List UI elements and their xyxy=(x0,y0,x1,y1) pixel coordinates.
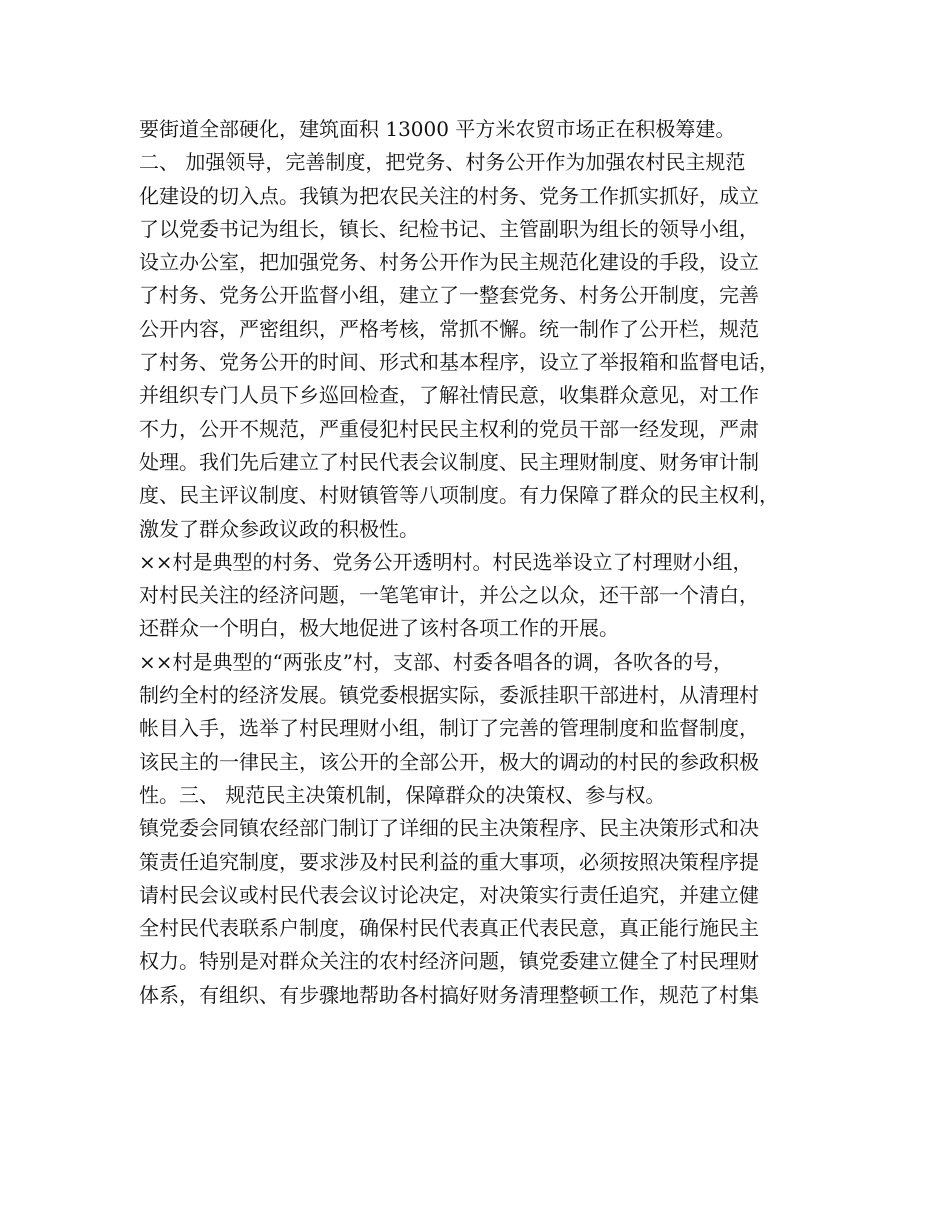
text-line: 策责任追究制度，要求涉及村民利益的重大事项，必须按照决策程序提 xyxy=(139,849,759,874)
text-line: 要街道全部硬化，建筑面积 13000 平方米农贸市场正在积极筹建。 xyxy=(139,117,736,141)
text-line: 性。三、 规范民主决策机制，保障群众的决策权、参与权。 xyxy=(139,782,666,807)
text-line: 度、民主评议制度、村财镇管等八项制度。有力保障了群众的民主权利， xyxy=(139,483,779,508)
text-line: 制约全村的经济发展。镇党委根据实际，委派挂职干部进村，从清理村 xyxy=(139,683,759,708)
text-line: 处理。我们先后建立了村民代表会议制度、民主理财制度、财务审计制 xyxy=(139,449,759,474)
text-line: 体系，有组织、有步骤地帮助各村搞好财务清理整顿工作，规范了村集 xyxy=(139,982,759,1007)
text-line: 化建设的切入点。我镇为把农民关注的村务、党务工作抓实抓好，成立 xyxy=(139,183,759,208)
text-line: 了村务、党务公开监督小组，建立了一整套党务、村务公开制度，完善 xyxy=(139,283,759,308)
text-line: 二、 加强领导，完善制度，把党务、村务公开作为加强农村民主规范 xyxy=(139,150,746,175)
text-line: 权力。特别是对群众关注的农村经济问题，镇党委建立健全了村民理财 xyxy=(139,949,759,974)
text-line: 还群众一个明白，极大地促进了该村各项工作的开展。 xyxy=(139,616,619,641)
text-line: 了村务、党务公开的时间、形式和基本程序，设立了举报箱和监督电话， xyxy=(139,350,779,375)
text-line: 设立办公室，把加强党务、村务公开作为民主规范化建设的手段，设立 xyxy=(139,250,759,275)
text-line: 不力，公开不规范，严重侵犯村民民主权利的党员干部一经发现，严肃 xyxy=(139,416,759,441)
text-line: 公开内容，严密组织，严格考核，常抓不懈。统一制作了公开栏，规范 xyxy=(139,316,759,341)
text-line: 对村民关注的经济问题，一笔笔审计，并公之以众，还干部一个清白， xyxy=(139,583,759,608)
text-line: 该民主的一律民主，该公开的全部公开，极大的调动的村民的参政积极 xyxy=(139,749,759,774)
text-line: ××村是典型的村务、党务公开透明村。村民选举设立了村理财小组， xyxy=(139,549,753,574)
text-line: 帐目入手，选举了村民理财小组，制订了完善的管理制度和监督制度， xyxy=(139,716,759,741)
text-line: 并组织专门人员下乡巡回检查，了解社情民意，收集群众意见，对工作 xyxy=(139,383,759,408)
text-line: 激发了群众参政议政的积极性。 xyxy=(139,516,419,541)
text-line: 全村民代表联系户制度，确保村民代表真正代表民意，真正能行施民主 xyxy=(139,916,759,941)
text-line: ××村是典型的“两张皮”村，支部、村委各唱各的调，各吹各的号， xyxy=(139,649,733,674)
text-line: 镇党委会同镇农经部门制订了详细的民主决策程序、民主决策形式和决 xyxy=(139,816,759,841)
body-text xyxy=(139,113,819,1012)
text-line: 了以党委书记为组长，镇长、纪检书记、主管副职为组长的领导小组， xyxy=(139,216,759,241)
text-line: 请村民会议或村民代表会议讨论决定，对决策实行责任追究，并建立健 xyxy=(139,882,759,907)
